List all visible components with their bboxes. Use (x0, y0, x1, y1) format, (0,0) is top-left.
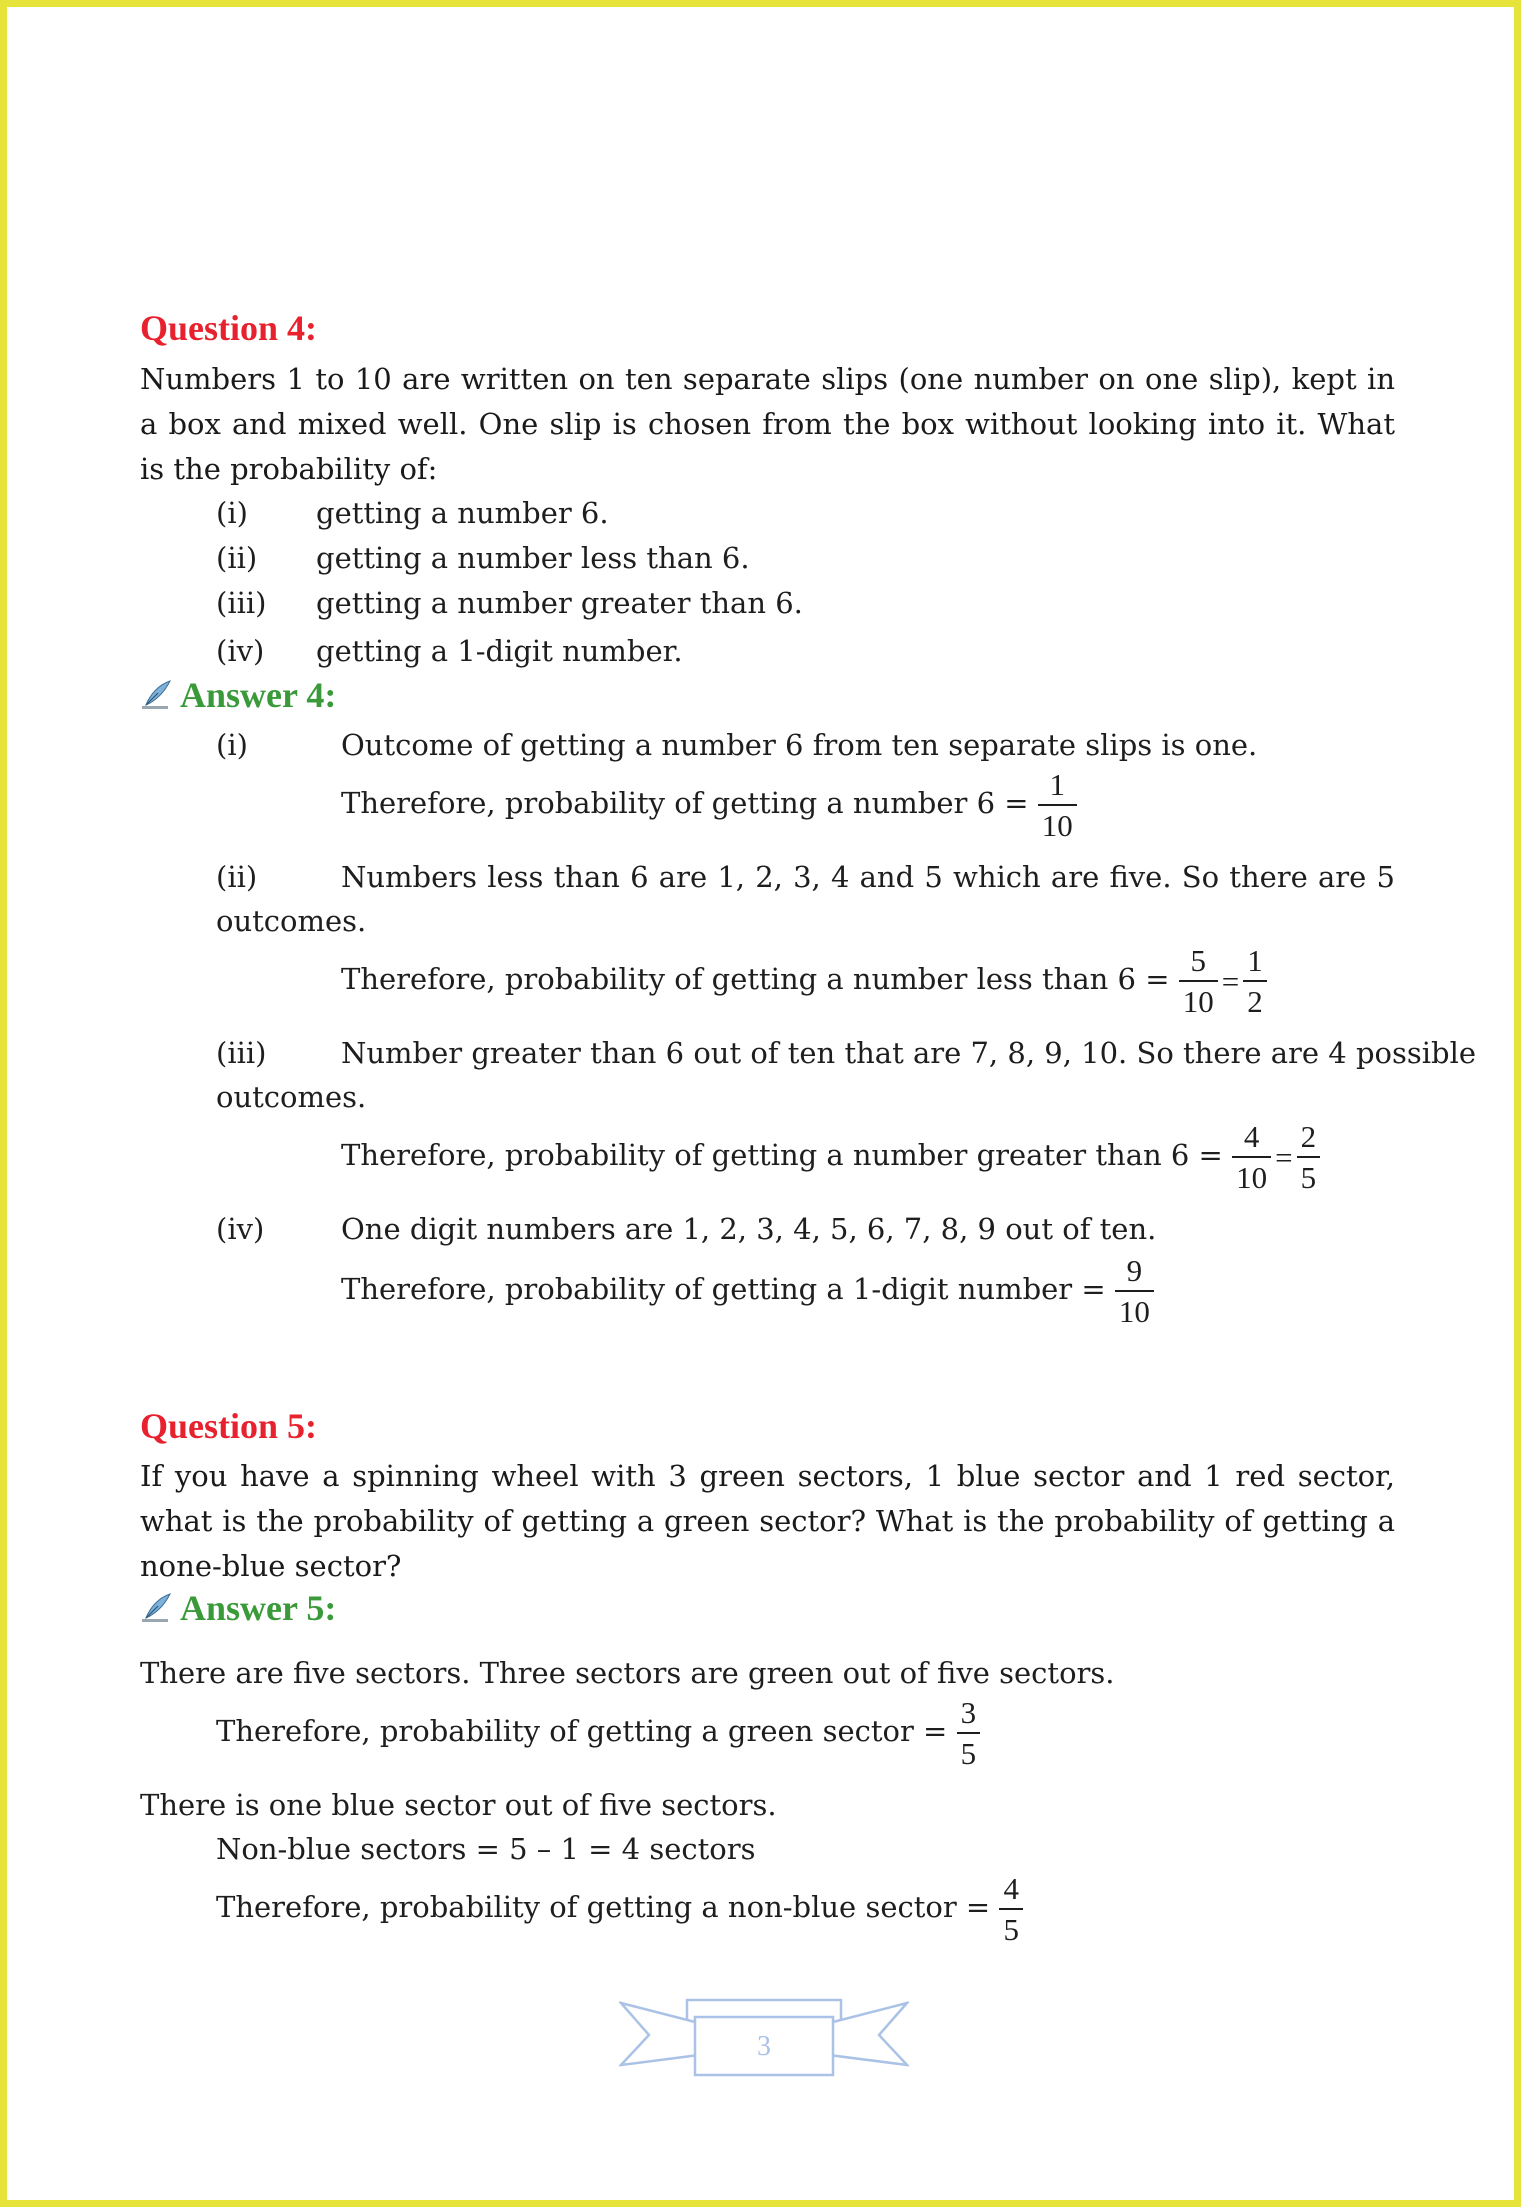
a5-result (216, 1697, 980, 1769)
a5-result (216, 1873, 1023, 1945)
question-5-heading: Question 5: (140, 1406, 318, 1446)
a5-result-text: Therefore, probability of getting a green sector = (216, 1714, 948, 1748)
a4-result (341, 769, 1077, 841)
fraction-denominator: 10 (1041, 808, 1073, 843)
fraction-denominator: 2 (1247, 984, 1263, 1019)
fraction-numerator: 1 (1038, 769, 1077, 806)
a4-result-text: Therefore, probability of getting a 1-digit number = (341, 1272, 1106, 1306)
a4-part-text: One digit numbers are 1, 2, 3, 4, 5, 6, 7, 8, 9 out of ten. (341, 1212, 1157, 1246)
fraction (957, 1697, 981, 1769)
q4-item-label: (i) (216, 496, 248, 530)
fraction (999, 1873, 1023, 1945)
fraction-denominator: 5 (1300, 1160, 1317, 1195)
fraction (1297, 1121, 1321, 1193)
answer-4-heading-text: Answer 4: (180, 675, 337, 715)
a4-result (341, 1121, 1320, 1193)
a4-part-label: (iv) (216, 1212, 265, 1246)
a4-part-text: Number greater than 6 out of ten that are 7, 8, 9, 10. So there are 4 possible (341, 1036, 1477, 1070)
fraction-numerator: 5 (1179, 945, 1218, 982)
a4-part-cont: outcomes. (216, 1080, 367, 1114)
a4-part-label: (i) (216, 728, 248, 762)
fraction-denominator: 5 (1003, 1912, 1019, 1947)
a4-result (341, 945, 1267, 1017)
fraction-denominator: 10 (1118, 1294, 1150, 1329)
fraction-numerator: 4 (999, 1873, 1023, 1910)
fraction (1179, 945, 1218, 1017)
fraction-denominator: 10 (1182, 984, 1214, 1019)
a5-result-text: Therefore, probability of getting a non-blue sector = (216, 1890, 991, 1924)
page-number: 3 (757, 2031, 771, 2062)
fraction-numerator: 9 (1115, 1255, 1154, 1292)
fraction-numerator: 1 (1243, 945, 1267, 982)
equals-sign: = (1221, 963, 1240, 999)
a4-result (341, 1255, 1154, 1327)
q4-item-text: getting a number greater than 6. (316, 586, 803, 620)
answer-5-heading-text: Answer 5: (180, 1588, 337, 1628)
fraction (1115, 1255, 1154, 1327)
a4-part-text: Outcome of getting a number 6 from ten separate slips is one. (341, 728, 1258, 762)
a5-line: Non-blue sectors = 5 – 1 = 4 sectors (216, 1832, 756, 1866)
a5-line: There are five sectors. Three sectors are green out of five sectors. (140, 1656, 1115, 1690)
fraction-denominator: 10 (1236, 1160, 1268, 1195)
question-5-text: If you have a spinning wheel with 3 green sectors, 1 blue sector and 1 red sector, what is the probability of getting a green sector? What is the probability of getting a none-blue sector? (140, 1459, 1395, 1583)
answer-5-heading (140, 1587, 336, 1629)
a4-part-label: (ii) (216, 860, 258, 894)
fraction-numerator: 4 (1232, 1121, 1271, 1158)
a4-part-cont: outcomes. (216, 904, 367, 938)
fraction-numerator: 2 (1297, 1121, 1321, 1158)
q4-item-text: getting a number 6. (316, 496, 609, 530)
q4-item-text: getting a 1-digit number. (316, 634, 683, 668)
fraction-denominator: 5 (960, 1736, 977, 1771)
answer-4-heading (140, 674, 336, 716)
quill-icon (140, 677, 174, 711)
fraction (1243, 945, 1267, 1017)
quill-icon (140, 1590, 174, 1624)
a5-line: There is one blue sector out of five sectors. (140, 1788, 777, 1822)
page-number-ribbon (619, 1995, 909, 2080)
question-4-heading: Question 4: (140, 308, 318, 348)
fraction-numerator: 3 (957, 1697, 981, 1734)
a4-result-text: Therefore, probability of getting a number 6 = (341, 786, 1029, 820)
a4-result-text: Therefore, probability of getting a number less than 6 = (341, 962, 1170, 996)
a4-result-text: Therefore, probability of getting a number greater than 6 = (341, 1138, 1223, 1172)
question-4-text: Numbers 1 to 10 are written on ten separate slips (one number on one slip), kept in a box and mixed well. One slip is chosen from the box without looking into it. What is the probability of: (140, 362, 1395, 486)
q4-item-text: getting a number less than 6. (316, 541, 750, 575)
q4-item-label: (iii) (216, 586, 267, 620)
fraction (1038, 769, 1077, 841)
a4-part-label: (iii) (216, 1036, 267, 1070)
fraction (1232, 1121, 1271, 1193)
a4-part-text: Numbers less than 6 are 1, 2, 3, 4 and 5 which are five. So there are 5 (341, 860, 1395, 894)
equals-sign: = (1275, 1139, 1293, 1175)
q4-item-label: (ii) (216, 541, 258, 575)
q4-item-label: (iv) (216, 634, 265, 668)
